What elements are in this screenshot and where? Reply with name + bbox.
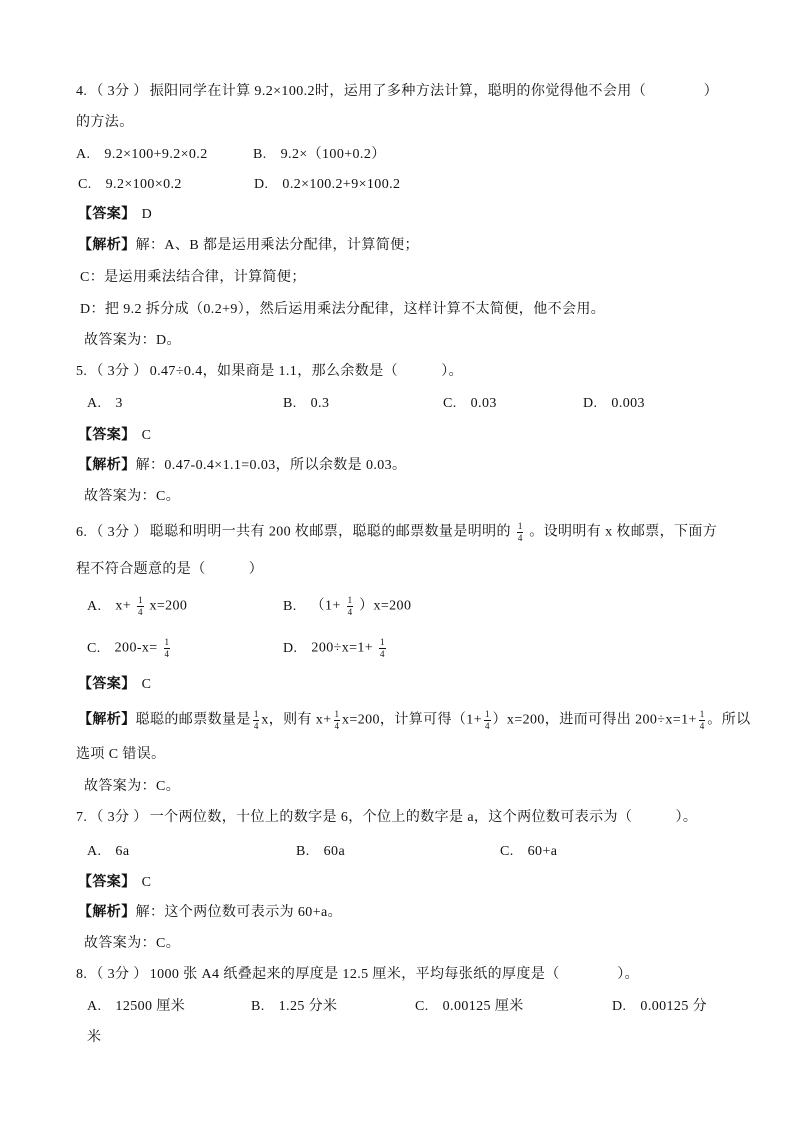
conclusion: 故答案为：D。 — [84, 333, 181, 348]
question-stem — [76, 82, 718, 102]
option-b — [251, 997, 337, 1017]
option-a — [87, 596, 187, 616]
option-b — [253, 145, 386, 165]
option-text: 9.2×100×0.2 — [105, 177, 182, 192]
option-label: B. — [283, 396, 297, 411]
option-text: x+ — [115, 598, 132, 614]
analysis-line — [78, 903, 342, 923]
fraction — [164, 638, 171, 659]
option-d — [254, 175, 400, 195]
fraction-denominator: 4 — [380, 649, 385, 659]
fraction — [253, 710, 260, 731]
option-label: B. — [283, 598, 297, 614]
conclusion: 故答案为：C。 — [84, 779, 181, 794]
answer-label: 【答案】 — [78, 207, 136, 222]
fraction-numerator: 1 — [517, 521, 523, 531]
answer-label: 【答案】 — [78, 875, 136, 890]
fraction-numerator: 1 — [380, 637, 385, 647]
option-label: B. — [253, 147, 267, 162]
answer-line — [78, 675, 151, 695]
answer-line — [78, 205, 152, 225]
question-number: 6. — [76, 524, 88, 540]
question-stem — [76, 522, 717, 542]
answer-label: 【答案】 — [78, 677, 136, 692]
option-label: B. — [296, 844, 310, 859]
answer-value: D — [141, 207, 153, 222]
option-label: C. — [78, 177, 92, 192]
option-text: 1.25 分米 — [278, 999, 338, 1014]
analysis-label: 【解析】 — [78, 458, 136, 473]
option-a — [76, 145, 208, 165]
option-text: 6a — [115, 844, 130, 859]
question-text: 聪聪和明明一共有 200 枚邮票，聪聪的邮票数量是明明的 — [149, 524, 511, 540]
option-c — [87, 638, 172, 658]
option-a — [87, 997, 185, 1017]
analysis-text: ）x=200，进而可得出 200÷x=1+ — [492, 712, 697, 728]
option-b — [283, 394, 329, 414]
option-label: D. — [583, 396, 598, 411]
fraction — [517, 522, 524, 543]
question-text: 。设明明有 x 枚邮票，下面方 — [529, 524, 718, 540]
option-text: 0.3 — [310, 396, 330, 411]
question-stem — [76, 965, 639, 985]
fraction-numerator: 1 — [253, 709, 259, 719]
option-label: A. — [87, 844, 102, 859]
option-c — [415, 997, 524, 1017]
option-label: A. — [76, 147, 91, 162]
option-text: 60+a — [527, 844, 558, 859]
option-text: 0.003 — [611, 396, 645, 411]
analysis-line: C：是运用乘法结合律，计算简便； — [80, 270, 306, 285]
question-text: 一个两位数，十位上的数字是 6，个位上的数字是 a，这个两位数可表示为（ ）。 — [149, 810, 698, 825]
question-score: （ 3分 ） — [89, 810, 148, 825]
question-text: 0.47÷0.4，如果商是 1.1，那么余数是（ ）。 — [149, 364, 464, 379]
analysis-text: x，则有 x+ — [261, 712, 332, 728]
option-d-text-wrap: 米 — [87, 1030, 102, 1045]
fraction-denominator: 4 — [699, 721, 705, 731]
option-text: 9.2×（100+0.2） — [280, 147, 386, 162]
conclusion: 故答案为：C。 — [84, 489, 181, 504]
question-score: （ 3分 ） — [89, 967, 148, 982]
conclusion: 故答案为：C。 — [84, 936, 181, 951]
option-label: D. — [283, 640, 298, 656]
option-b — [283, 596, 411, 616]
question-text: 振阳同学在计算 9.2×100.2时，运用了多种方法计算，聪明的你觉得他不会用（ ） — [149, 84, 719, 99]
analysis-text: 解：这个两位数可表示为 60+a。 — [135, 905, 343, 920]
answer-value: C — [141, 428, 152, 443]
analysis-text: 解：A、B 都是运用乘法分配律，计算简便； — [135, 238, 419, 253]
question-text-continued: 的方法。 — [76, 115, 134, 130]
analysis-label: 【解析】 — [78, 712, 136, 728]
fraction — [379, 638, 386, 659]
fraction-denominator: 4 — [517, 533, 523, 543]
fraction — [484, 710, 491, 731]
question-stem — [76, 808, 697, 828]
answer-value: C — [141, 875, 152, 890]
option-d — [283, 638, 388, 658]
fraction — [347, 596, 354, 617]
question-stem — [76, 362, 463, 382]
fraction — [137, 596, 144, 617]
analysis-line — [78, 456, 406, 476]
option-text: 200÷x=1+ — [311, 640, 374, 656]
option-d — [583, 394, 645, 414]
analysis-label: 【解析】 — [78, 238, 136, 253]
analysis-text: x=200，计算可得（1+ — [342, 712, 483, 728]
option-text: 12500 厘米 — [115, 999, 186, 1014]
option-a — [87, 394, 123, 414]
question-score: （ 3分 ） — [89, 524, 148, 540]
answer-line — [78, 873, 151, 893]
option-label: A. — [87, 999, 102, 1014]
option-text: x=200 — [149, 598, 188, 614]
question-number: 5. — [76, 364, 88, 379]
question-score: （ 3分 ） — [89, 364, 148, 379]
option-text: 0.2×100.2+9×100.2 — [282, 177, 401, 192]
option-text: 0.00125 厘米 — [442, 999, 524, 1014]
fraction-numerator: 1 — [334, 709, 340, 719]
option-text: 9.2×100+9.2×0.2 — [104, 147, 208, 162]
answer-value: C — [141, 677, 152, 692]
option-label: D. — [254, 177, 269, 192]
option-text: 200-x= — [114, 640, 158, 656]
option-a — [87, 842, 129, 862]
analysis-line — [78, 710, 751, 730]
analysis-label: 【解析】 — [78, 905, 136, 920]
option-label: C. — [87, 640, 101, 656]
option-text: 3 — [115, 396, 123, 411]
option-c — [500, 842, 557, 862]
option-text: ）x=200 — [359, 598, 412, 614]
option-text: 0.00125 分 — [640, 999, 708, 1014]
option-text: （1+ — [310, 598, 341, 614]
option-label: C. — [415, 999, 429, 1014]
fraction-numerator: 1 — [164, 637, 170, 647]
question-number: 4. — [76, 84, 88, 99]
question-number: 7. — [76, 810, 88, 825]
fraction-numerator: 1 — [485, 709, 490, 719]
question-number: 8. — [76, 967, 88, 982]
analysis-line: D：把 9.2 拆分成（0.2+9），然后运用乘法分配律，这样计算不太简便，他不会用。 — [80, 302, 606, 317]
fraction-denominator: 4 — [253, 721, 259, 731]
option-label: C. — [443, 396, 457, 411]
option-d — [612, 997, 707, 1017]
option-b — [296, 842, 345, 862]
analysis-text: 解：0.47-0.4×1.1=0.03，所以余数是 0.03。 — [135, 458, 407, 473]
option-text: 0.03 — [470, 396, 497, 411]
fraction-numerator: 1 — [138, 595, 143, 605]
option-label: B. — [251, 999, 265, 1014]
fraction-denominator: 4 — [164, 649, 170, 659]
analysis-text: 聪聪的邮票数量是 — [135, 712, 251, 728]
fraction-denominator: 4 — [347, 607, 353, 617]
answer-line — [78, 426, 151, 446]
fraction-numerator: 1 — [347, 595, 353, 605]
option-label: A. — [87, 598, 102, 614]
option-text: 60a — [323, 844, 346, 859]
analysis-line — [78, 236, 419, 256]
option-label: C. — [500, 844, 514, 859]
analysis-text: 。所以 — [707, 712, 751, 728]
fraction-denominator: 4 — [138, 607, 143, 617]
answer-label: 【答案】 — [78, 428, 136, 443]
fraction-denominator: 4 — [334, 721, 340, 731]
option-c — [78, 175, 182, 195]
question-score: （ 3分 ） — [89, 84, 148, 99]
option-c — [443, 394, 497, 414]
fraction-numerator: 1 — [699, 709, 705, 719]
option-label: D. — [612, 999, 627, 1014]
option-label: A. — [87, 396, 102, 411]
question-text-continued: 程不符合题意的是（ ） — [76, 562, 264, 577]
fraction — [699, 710, 706, 731]
fraction-denominator: 4 — [485, 721, 490, 731]
analysis-line: 选项 C 错误。 — [76, 747, 166, 762]
fraction — [334, 710, 341, 731]
question-text: 1000 张 A4 纸叠起来的厚度是 12.5 厘米，平均每张纸的厚度是（ ）。 — [149, 967, 640, 982]
